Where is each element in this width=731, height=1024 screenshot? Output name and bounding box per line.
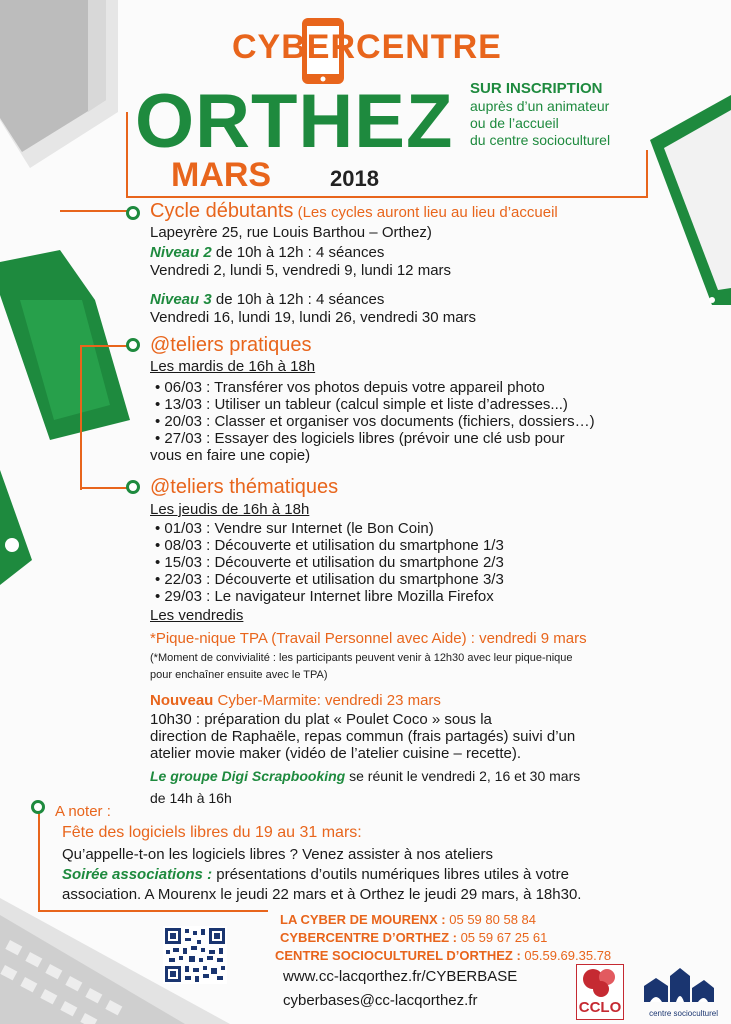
level3-label: Niveau 3: [150, 291, 212, 308]
soiree-text: présentations d’outils numériques libres utiles à votre: [212, 866, 569, 883]
contact-csc-label: CENTRE SOCIOCULTUREL D’ORTHEZ :: [275, 948, 521, 963]
digi-text: se réunit le vendredi 2, 16 et 30 mars: [345, 768, 581, 784]
nouveau-text: Cyber-Marmite: vendredi 23 mars: [213, 692, 441, 709]
connector-line-thematiques: [80, 487, 132, 489]
inscription-line: auprès d’un animateur: [470, 98, 610, 114]
cycle-subtitle-2: Lapeyrère 25, rue Louis Barthou – Orthez): [150, 224, 432, 241]
level2-dates: Vendredi 2, lundi 5, vendredi 9, lundi 12 mars: [150, 262, 452, 279]
connector-line-pratiques: [80, 345, 132, 347]
contact-mourenx: [280, 912, 536, 927]
connector-line-vertical-top: [126, 112, 128, 198]
cycle-level2: [150, 244, 384, 261]
csc-logo-icon: [640, 964, 718, 1004]
phone-left-icon: [0, 250, 130, 585]
thematiques-title: @teliers thématiques: [150, 476, 339, 498]
title-year: 2018: [330, 166, 379, 191]
section-bullet-icon: [126, 338, 140, 352]
tablet-top-left-icon: [0, 0, 118, 168]
notes-title: A noter :: [55, 803, 111, 820]
list-item: • 20/03 : Classer et organiser vos documents (fichiers, dossiers…): [155, 413, 595, 430]
list-item: • 29/03 : Le navigateur Internet libre Mozilla Firefox: [155, 588, 494, 605]
list-item: • 15/03 : Découverte et utilisation du smartphone 2/3: [155, 554, 504, 571]
digi-line: [150, 768, 580, 785]
cclo-logo-icon: [577, 965, 623, 999]
title-month: MARS: [171, 156, 272, 194]
inscription-line: du centre socioculturel: [470, 132, 611, 148]
csc-logo-text: centre socioculturel: [649, 1009, 718, 1018]
csc-logo: [640, 964, 718, 1020]
list-item: vous en faire une copie): [150, 447, 311, 464]
connector-line-bottom: [38, 910, 268, 912]
cycle-level3: [150, 291, 384, 308]
inscription-line: ou de l’accueil: [470, 115, 559, 131]
level3-dates: Vendredi 16, lundi 19, lundi 26, vendredi 30 mars: [150, 309, 477, 326]
section-bullet-icon: [31, 800, 45, 814]
contact-orthez-label: CYBERCENTRE D’ORTHEZ :: [280, 930, 457, 945]
digi-label: Le groupe Digi Scrapbooking: [150, 768, 346, 784]
cycle-subtitle: (Les cycles auront lieu au lieu d’accueil: [297, 204, 558, 221]
email-link[interactable]: cyberbases@cc-lacqorthez.fr: [283, 992, 478, 1009]
section-bullet-icon: [126, 480, 140, 494]
cycle-heading: [150, 200, 558, 222]
soiree-label: Soirée associations :: [62, 866, 213, 883]
nouveau-label: Nouveau: [150, 692, 214, 709]
level3-time: de 10h à 12h : 4 séances: [211, 291, 385, 308]
list-item: • 22/03 : Découverte et utilisation du smartphone 3/3: [155, 571, 504, 588]
list-item: • 13/03 : Utiliser un tableur (calcul simple et liste d’adresses...): [155, 396, 568, 413]
digi-time: de 14h à 16h: [150, 790, 232, 806]
question-line: Qu’appelle-t-on les logiciels libres ? Venez assister à nos ateliers: [62, 846, 494, 863]
level2-time: de 10h à 12h : 4 séances: [211, 244, 385, 261]
marmite-line: atelier movie maker (vidéo de l’atelier cuisine – recette).: [150, 745, 521, 762]
contact-mourenx-label: LA CYBER DE MOURENX :: [280, 912, 446, 927]
contact-mourenx-phone: 05 59 80 58 84: [445, 912, 536, 927]
contact-csc-phone: 05.59.69.35.78: [520, 948, 612, 963]
tablet-right-icon: [650, 95, 731, 305]
connector-line-vertical-middle: [80, 345, 82, 490]
cclo-logo-text: CCLO: [578, 999, 622, 1016]
soiree-line: [62, 866, 569, 883]
contact-orthez-phone: 05 59 67 25 61: [456, 930, 548, 945]
fete-line: Fête des logiciels libres du 19 au 31 mars:: [62, 824, 362, 841]
marmite-line: 10h30 : préparation du plat « Poulet Coco » sous la: [150, 711, 492, 728]
title-cybercentre: CYBERCENTRE: [232, 28, 502, 66]
pratiques-schedule: Les mardis de 16h à 18h: [150, 358, 316, 375]
thematiques-schedule: Les jeudis de 16h à 18h: [150, 501, 310, 518]
contact-csc: [275, 948, 611, 963]
list-item: • 27/03 : Essayer des logiciels libres (prévoir une clé usb pour: [155, 430, 565, 447]
section-bullet-icon: [126, 206, 140, 220]
nouveau-line: [150, 692, 441, 709]
pratiques-title: @teliers pratiques: [150, 334, 312, 356]
connector-line-vertical-right: [646, 150, 648, 198]
connector-line-vertical-bottom: [38, 812, 40, 912]
cclo-logo: [576, 964, 624, 1020]
picnic-note: (*Moment de convivialité : les participants peuvent venir à 12h30 avec leur pique-nique: [150, 652, 573, 664]
list-item: • 01/03 : Vendre sur Internet (le Bon Coin): [155, 520, 434, 537]
marmite-line: direction de Raphaële, repas commun (frais partagés) suivi d’un: [150, 728, 576, 745]
contact-orthez: [280, 930, 547, 945]
connector-line-horizontal-right: [390, 196, 646, 198]
connector-line-phone: [60, 210, 128, 212]
cycle-title: Cycle débutants: [150, 200, 294, 222]
level2-label: Niveau 2: [150, 244, 212, 261]
picnic-note: pour enchaîner ensuite avec le TPA): [150, 669, 328, 681]
website-link[interactable]: www.cc-lacqorthez.fr/CYBERBASE: [283, 968, 518, 985]
soiree-line-2: association. A Mourenx le jeudi 22 mars et à Orthez le jeudi 29 mars, à 18h30.: [62, 886, 582, 903]
title-city: ORTHEZ: [135, 79, 454, 164]
inscription-title: SUR INSCRIPTION: [470, 80, 603, 97]
list-item: • 06/03 : Transférer vos photos depuis votre appareil photo: [155, 379, 545, 396]
vendredis-heading: Les vendredis: [150, 607, 244, 624]
list-item: • 08/03 : Découverte et utilisation du smartphone 1/3: [155, 537, 504, 554]
picnic-line: *Pique-nique TPA (Travail Personnel avec Aide) : vendredi 9 mars: [150, 630, 587, 647]
qr-code-icon[interactable]: [163, 926, 227, 984]
